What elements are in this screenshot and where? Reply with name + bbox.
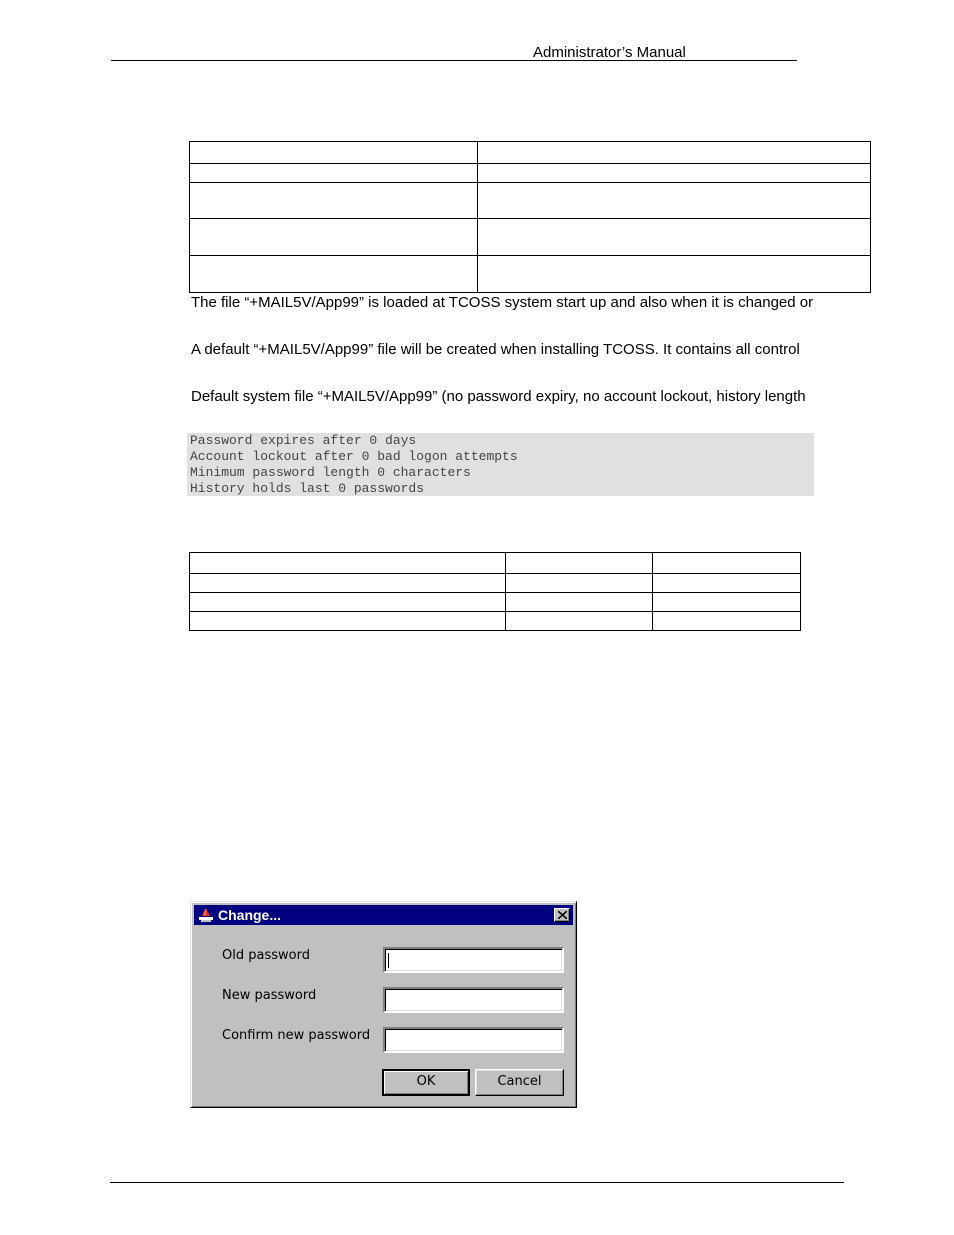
app-icon <box>197 907 215 923</box>
table-row <box>190 256 871 293</box>
confirm-password-label: Confirm new password <box>222 1028 371 1043</box>
page-header-title: Administrator’s Manual <box>533 44 686 61</box>
table-row <box>190 593 801 612</box>
ok-button[interactable]: OK <box>382 1069 470 1096</box>
code-line: Account lockout after 0 bad logon attempts <box>190 449 518 464</box>
header-rule <box>111 60 797 61</box>
dialog-titlebar[interactable] <box>194 905 573 925</box>
close-button[interactable] <box>554 908 570 922</box>
table-row <box>190 142 871 164</box>
new-password-label: New password <box>222 988 317 1003</box>
code-line: Password expires after 0 days <box>190 433 417 448</box>
settings-table <box>189 141 871 293</box>
footer-rule <box>110 1182 844 1183</box>
text-caret <box>388 953 389 968</box>
dialog-title: Change... <box>218 907 282 923</box>
close-icon <box>558 911 567 919</box>
cancel-button[interactable]: Cancel <box>475 1069 564 1096</box>
table-row <box>190 553 801 574</box>
table-row <box>190 574 801 593</box>
new-password-field[interactable] <box>383 987 564 1013</box>
parameters-table <box>189 552 801 631</box>
paragraph-default-file: A default “+MAIL5V/App99” file will be created when installing TCOSS. It contains all control <box>191 341 800 358</box>
paragraph-default-system-file: Default system file “+MAIL5V/App99” (no password expiry, no account lockout, history length <box>191 388 806 405</box>
code-line: Minimum password length 0 characters <box>190 465 471 480</box>
change-password-dialog <box>190 901 577 1108</box>
table-row <box>190 183 871 219</box>
table-row <box>190 164 871 183</box>
confirm-password-field[interactable] <box>383 1027 564 1053</box>
code-block <box>187 433 814 496</box>
paragraph-file-loading: The file “+MAIL5V/App99” is loaded at TCOSS system start up and also when it is changed or <box>191 294 814 311</box>
old-password-field[interactable] <box>383 947 564 973</box>
old-password-label: Old password <box>222 948 310 963</box>
table-row <box>190 612 801 631</box>
table-row <box>190 219 871 256</box>
code-line: History holds last 0 passwords <box>190 481 425 496</box>
